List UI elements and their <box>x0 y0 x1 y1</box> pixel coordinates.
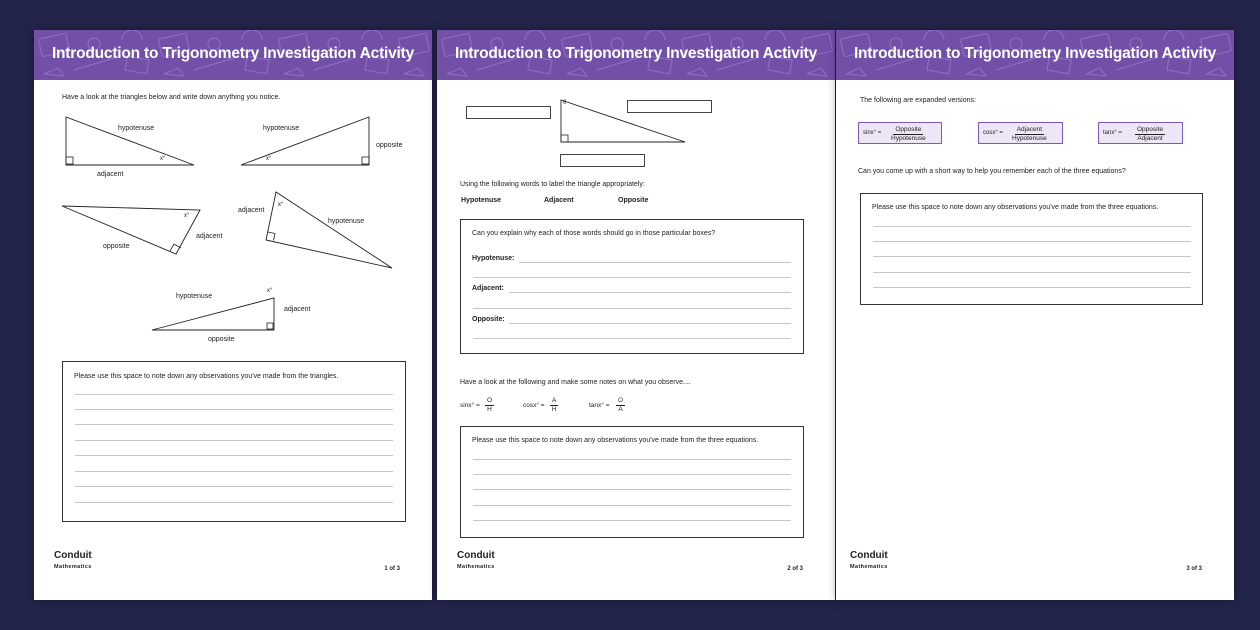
notes-line <box>873 272 1191 273</box>
brand-logo <box>850 545 888 570</box>
cos-fraction <box>550 397 558 414</box>
instruction-text: Have a look at the triangles below and write down anything you notice. <box>62 94 281 101</box>
explain-field-adjacent-label: Adjacent: <box>472 285 504 292</box>
brand-subtitle: Mathematics <box>850 564 888 570</box>
notes-line <box>473 505 791 506</box>
notes-line <box>75 394 393 395</box>
page-title: Introduction to Trigonometry Investigation Activity <box>454 45 818 62</box>
cos-numerator: A <box>552 397 557 404</box>
triangle-3-adjacent-label: adjacent <box>196 233 223 240</box>
triangle-5-hypotenuse-label: hypotenuse <box>176 293 213 300</box>
triangle-5 <box>150 296 280 336</box>
answer-line <box>519 262 791 263</box>
notes-line <box>473 489 791 490</box>
triangle-3 <box>60 202 205 257</box>
tan-fraction <box>616 397 625 414</box>
tan-expanded-denominator: Adjacent <box>1137 135 1163 142</box>
brand-name: Conduit <box>54 550 92 561</box>
worksheet-page-2 <box>437 30 835 600</box>
triangle-5-angle-label: x° <box>267 288 273 294</box>
sin-expanded-box <box>858 122 942 144</box>
notes-prompt: Please use this space to note down any observations you've made from the triangles. <box>74 373 339 380</box>
sin-numerator: O <box>487 397 493 404</box>
notes-line <box>75 455 393 456</box>
brand-name: Conduit <box>457 550 495 561</box>
triangle-3-opposite-label: opposite <box>103 243 130 250</box>
notes-line <box>473 474 791 475</box>
notes-line <box>75 471 393 472</box>
page-title: Introduction to Trigonometry Investigation Activity <box>51 45 415 62</box>
memory-notes-box[interactable] <box>860 193 1203 305</box>
label-instruction: Using the following words to label the triangle appropriately: <box>460 181 645 188</box>
equations-notes-box[interactable] <box>460 426 804 538</box>
tan-equation-label: tanx° = <box>589 402 610 409</box>
cos-expanded-box <box>978 122 1063 144</box>
tan-numerator: O <box>618 397 624 404</box>
cos-denominator: H <box>551 406 557 413</box>
brand-subtitle: Mathematics <box>54 564 92 570</box>
notes-line <box>75 424 393 425</box>
brand-logo <box>54 545 92 570</box>
triangle-2-opposite-label: opposite <box>376 142 403 149</box>
cos-expanded-numerator: Adjacent <box>1016 126 1042 133</box>
explain-field-opposite-label: Opposite: <box>472 316 505 323</box>
tan-expanded-numerator: Opposite <box>1137 126 1164 133</box>
page-number: 3 of 3 <box>1186 566 1202 572</box>
notes-line <box>873 226 1191 227</box>
sin-expanded-fraction <box>891 126 926 143</box>
triangle-3-angle-label: x° <box>184 213 190 219</box>
triangle-1-hypotenuse-label: hypotenuse <box>118 125 155 132</box>
brand-subtitle: Mathematics <box>457 564 495 570</box>
answer-line <box>473 308 791 309</box>
notes-prompt: Please use this space to note down any observations you've made from the three equations. <box>872 204 1159 211</box>
label-answer-box-bottom[interactable] <box>560 154 645 167</box>
sin-expanded-numerator: Opposite <box>895 126 922 133</box>
tan-expanded-box <box>1098 122 1183 144</box>
triangle-4-angle-label: x° <box>278 202 284 208</box>
sin-equation-label: sinx° = <box>460 402 480 409</box>
brand-logo <box>457 545 495 570</box>
explain-prompt: Can you explain why each of those words should go in those particular boxes? <box>472 230 716 237</box>
memory-question: Can you come up with a short way to help you remember each of the three equations? <box>858 168 1126 175</box>
tan-expanded-fraction <box>1135 126 1165 143</box>
worksheet-page-1 <box>34 30 432 600</box>
page-title: Introduction to Trigonometry Investigation Activity <box>853 45 1217 62</box>
triangle-5-opposite-label: opposite <box>208 336 235 343</box>
notes-line <box>873 241 1191 242</box>
triangle-1 <box>64 115 204 170</box>
sin-denominator: H <box>487 406 492 413</box>
page-banner <box>836 30 1234 80</box>
page-number: 1 of 3 <box>384 566 400 572</box>
observe-instruction: Have a look at the following and make some notes on what you observe.... <box>460 379 691 386</box>
triangle-4-hypotenuse-label: hypotenuse <box>328 218 365 225</box>
triangle-1-adjacent-label: adjacent <box>97 171 124 178</box>
triangle-2-hypotenuse-label: hypotenuse <box>263 125 300 132</box>
notes-line <box>873 256 1191 257</box>
worksheet-page-3 <box>836 30 1234 600</box>
cos-equation-label: cosx° = <box>523 402 545 409</box>
tan-expanded-label: tanx° = <box>1103 130 1122 136</box>
notes-line <box>75 440 393 441</box>
intro-text: The following are expanded versions: <box>860 97 976 104</box>
sin-expanded-label: sinx° = <box>863 130 882 136</box>
sin-fraction <box>485 397 494 414</box>
sin-expanded-denominator: Hypotenuse <box>891 135 926 142</box>
tan-denominator: A <box>618 406 623 413</box>
label-answer-box-right[interactable] <box>627 100 712 113</box>
notes-line <box>75 486 393 487</box>
label-answer-box-left[interactable] <box>466 106 551 119</box>
answer-line <box>509 292 791 293</box>
explain-words-box[interactable] <box>460 219 804 354</box>
answer-line <box>509 323 791 324</box>
explain-field-hypotenuse-label: Hypotenuse: <box>472 255 515 262</box>
word-hypotenuse: Hypotenuse <box>461 197 502 204</box>
notes-line <box>473 520 791 521</box>
cos-expanded-fraction <box>1012 126 1047 143</box>
answer-line <box>473 338 791 339</box>
cos-expanded-label: cosx° = <box>983 130 1003 136</box>
triangle-1-angle-label: x° <box>160 156 166 162</box>
word-opposite: Opposite <box>618 197 649 204</box>
notes-prompt: Please use this space to note down any observations you've made from the three equations. <box>472 437 759 444</box>
notes-line <box>75 409 393 410</box>
triangle-2-angle-label: x° <box>266 156 272 162</box>
page-number: 2 of 3 <box>787 566 803 572</box>
page-banner <box>34 30 432 80</box>
notes-line <box>75 502 393 503</box>
notes-line <box>473 459 791 460</box>
page-banner <box>437 30 835 80</box>
answer-line <box>473 277 791 278</box>
notes-line <box>873 287 1191 288</box>
triangle-4-adjacent-label: adjacent <box>238 207 265 214</box>
word-adjacent: Adjacent <box>544 197 574 204</box>
triangle-2 <box>239 115 379 170</box>
cos-expanded-denominator: Hypotenuse <box>1012 135 1047 142</box>
angle-symbol: θ <box>563 100 567 106</box>
triangle-5-adjacent-label: adjacent <box>284 306 311 313</box>
brand-name: Conduit <box>850 550 888 561</box>
observations-notes-box[interactable] <box>62 361 406 522</box>
